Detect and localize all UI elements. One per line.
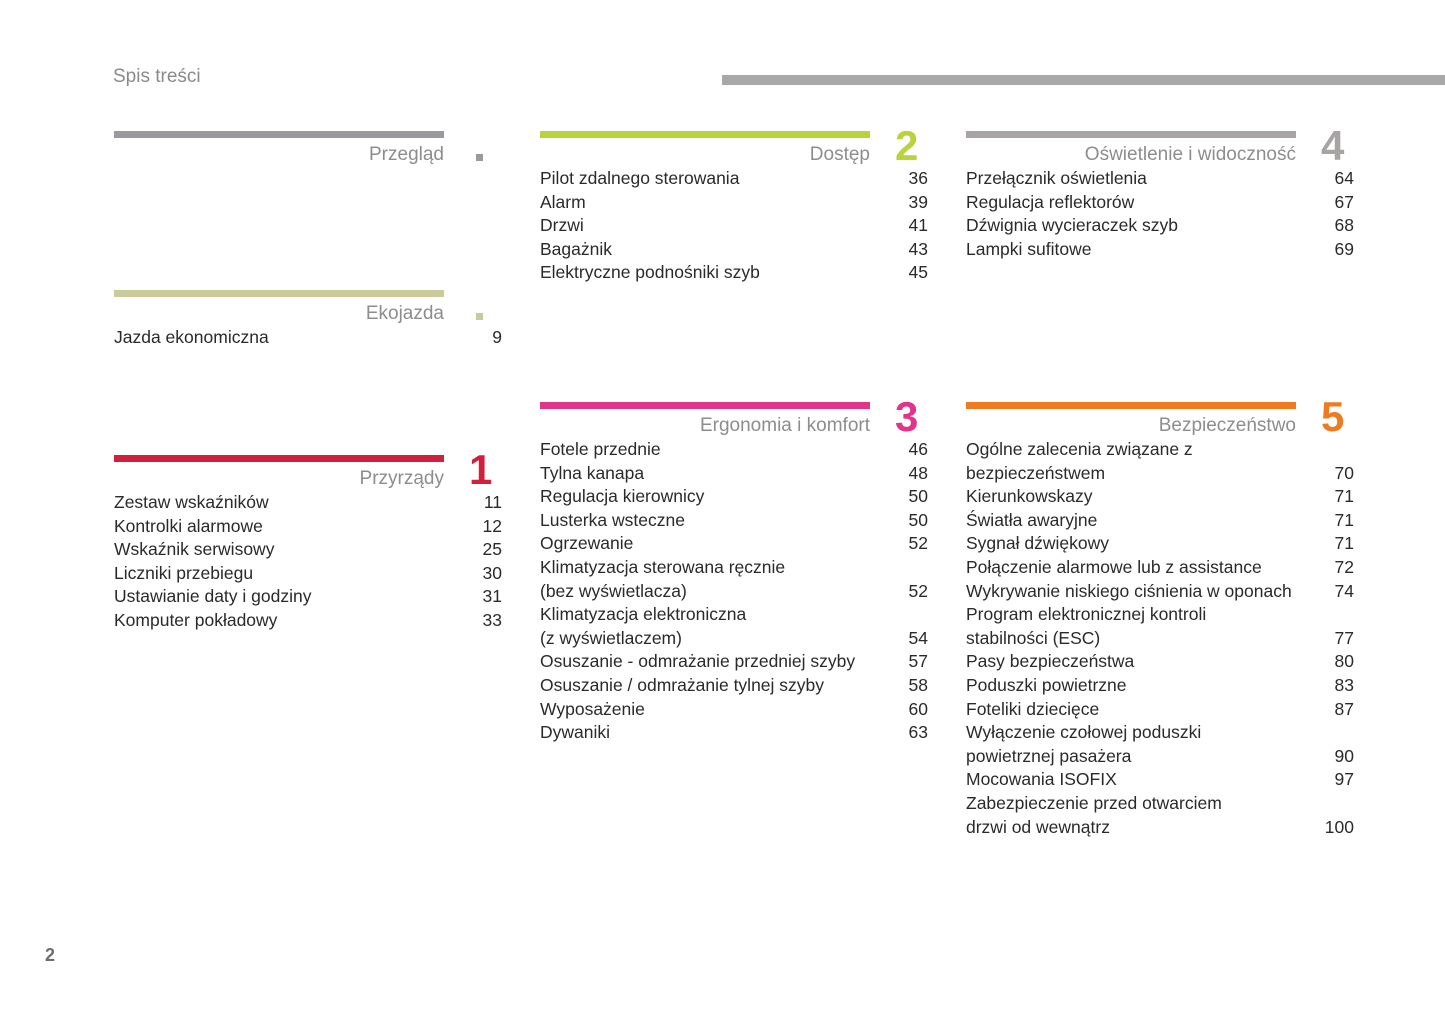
- entry-label: Komputer pokładowy: [114, 609, 278, 630]
- section-bar: [114, 131, 444, 138]
- entry-page-number: 90: [1334, 745, 1354, 766]
- section-title: Ergonomia i komfort: [699, 415, 870, 436]
- section-number: 5: [1321, 393, 1345, 440]
- toc-entry: [966, 698, 1354, 722]
- entry-page-number: 77: [1334, 627, 1354, 648]
- toc-entry: [540, 261, 928, 285]
- entry-label: Połączenie alarmowe lub z assistance: [966, 556, 1262, 577]
- section-number: 4: [1321, 122, 1345, 169]
- entry-label: Mocowania ISOFIX: [966, 769, 1117, 790]
- entry-label: Osuszanie - odmrażanie przedniej szyby: [540, 651, 856, 672]
- entry-page-number: 72: [1334, 556, 1354, 577]
- section-bar: [540, 402, 870, 409]
- entry-page-number: 68: [1334, 215, 1354, 236]
- entry-page-number: 100: [1324, 816, 1354, 837]
- entry-label: Tylna kanapa: [540, 462, 645, 483]
- toc-entry: [540, 191, 928, 215]
- entry-page-number: 11: [483, 492, 502, 512]
- entry-page-number: 97: [1334, 769, 1354, 790]
- entry-page-number: 70: [1334, 462, 1354, 483]
- toc-entry: [114, 491, 502, 515]
- entry-label: Ogrzewanie: [540, 533, 634, 554]
- toc-entry: [540, 485, 928, 509]
- entry-label: Ogólne zalecenia związane z bezpieczeństwem: [966, 439, 1193, 483]
- toc-entry: [540, 603, 928, 650]
- entry-page-number: 58: [908, 674, 928, 695]
- entry-page-number: 80: [1334, 651, 1354, 672]
- entry-label: Kontrolki alarmowe: [114, 515, 263, 536]
- entry-label: Regulacja kierownicy: [540, 486, 705, 507]
- toc-entry: [540, 509, 928, 533]
- toc-entry: [966, 485, 1354, 509]
- entry-label: Liczniki przebiegu: [114, 562, 254, 583]
- entry-label: Alarm: [540, 191, 586, 212]
- entry-page-number: 64: [1334, 168, 1354, 188]
- entry-page-number: 39: [908, 191, 928, 212]
- entry-label: Klimatyzacja elektroniczna (z wyświetlaczem): [540, 604, 747, 648]
- toc-entry: [540, 462, 928, 486]
- entry-page-number: 9: [492, 327, 502, 347]
- entry-label: Osuszanie / odmrażanie tylnej szyby: [540, 674, 825, 695]
- toc-entry: [966, 509, 1354, 533]
- toc-entry: [540, 674, 928, 698]
- entry-label: Jazda ekonomiczna: [114, 327, 269, 347]
- toc-entry: [114, 585, 502, 609]
- toc-entry: [114, 515, 502, 539]
- section-bar: [540, 131, 870, 138]
- section-title: Przegląd: [369, 144, 444, 165]
- entry-label: Wskaźnik serwisowy: [114, 539, 275, 560]
- entry-label: Foteliki dziecięce: [966, 698, 1100, 719]
- entry-label: Klimatyzacja sterowana ręcznie (bez wyświetlacza): [540, 556, 786, 601]
- toc-entry: [966, 214, 1354, 238]
- entry-label: Poduszki powietrzne: [966, 674, 1127, 695]
- entry-page-number: 41: [908, 215, 928, 236]
- entry-list: [966, 167, 1354, 261]
- toc-entry: [966, 603, 1354, 650]
- entry-page-number: 12: [482, 515, 502, 536]
- toc-entry: [966, 438, 1354, 485]
- entry-page-number: 71: [1334, 533, 1354, 554]
- entry-list: [540, 167, 928, 285]
- entry-label: Regulacja reflektorów: [966, 191, 1135, 212]
- entry-label: Fotele przednie: [540, 439, 661, 459]
- entry-label: Przełącznik oświetlenia: [966, 168, 1147, 188]
- toc-entry: [114, 538, 502, 562]
- toc-entry: [540, 532, 928, 556]
- toc-entry: [966, 792, 1354, 839]
- entry-label: Zabezpieczenie przed otwarciem drzwi od wewnątrz: [966, 792, 1222, 837]
- toc-entry: [966, 721, 1354, 768]
- toc-entry: [540, 556, 928, 603]
- section-title: Oświetlenie i widoczność: [1084, 144, 1296, 165]
- entry-page-number: 48: [908, 462, 928, 483]
- section-bar: [114, 290, 444, 297]
- toc-entry: [540, 438, 928, 462]
- section-marker-dot: [476, 313, 483, 320]
- entry-list: [540, 438, 928, 745]
- toc-entry: [966, 580, 1354, 604]
- entry-label: Kierunkowskazy: [966, 486, 1093, 507]
- entry-label: Dźwignia wycieraczek szyb: [966, 215, 1179, 236]
- entry-page-number: 31: [482, 586, 502, 607]
- toc-entry: [966, 556, 1354, 580]
- entry-page-number: 43: [908, 238, 928, 259]
- section-title: Ekojazda: [365, 303, 444, 324]
- entry-page-number: 33: [482, 609, 502, 630]
- entry-page-number: 46: [908, 439, 928, 459]
- toc-entry: [966, 167, 1354, 191]
- section-number: 1: [469, 446, 493, 493]
- entry-label: Elektryczne podnośniki szyb: [540, 262, 760, 283]
- entry-list: [114, 491, 502, 633]
- entry-label: Wyłączenie czołowej poduszki powietrznej pasażera: [966, 722, 1202, 766]
- toc-entry: [540, 721, 928, 745]
- entry-label: Pasy bezpieczeństwa: [966, 651, 1135, 672]
- toc-entry: [966, 532, 1354, 556]
- toc-entry: [540, 238, 928, 262]
- entry-label: Bagażnik: [540, 238, 612, 259]
- entry-label: Światła awaryjne: [966, 509, 1098, 530]
- toc-entry: [966, 674, 1354, 698]
- entry-label: Drzwi: [540, 215, 584, 236]
- entry-list: [966, 438, 1354, 839]
- toc-entry: [966, 768, 1354, 792]
- toc-entry: [114, 326, 502, 350]
- section-bar: [966, 131, 1296, 138]
- entry-label: Wyposażenie: [540, 698, 645, 719]
- entry-label: Program elektronicznej kontroli stabilności (ESC): [966, 604, 1207, 648]
- page-number: 2: [45, 945, 56, 965]
- toc-entry: [966, 650, 1354, 674]
- toc-entry: [114, 562, 502, 586]
- toc-entry: [114, 609, 502, 633]
- entry-label: Zestaw wskaźników: [114, 492, 269, 512]
- entry-page-number: 71: [1334, 486, 1354, 507]
- entry-label: Sygnał dźwiękowy: [966, 533, 1109, 554]
- entry-page-number: 69: [1334, 238, 1354, 259]
- section-number: 2: [895, 122, 919, 169]
- entry-page-number: 71: [1334, 509, 1354, 530]
- section-bar: [966, 402, 1296, 409]
- toc-entry: [540, 214, 928, 238]
- header-bar: [722, 75, 1445, 85]
- entry-page-number: 83: [1334, 674, 1354, 695]
- entry-page-number: 87: [1334, 698, 1354, 719]
- entry-label: Dywaniki: [540, 722, 611, 743]
- section-bar: [114, 455, 444, 462]
- entry-page-number: 50: [908, 486, 928, 507]
- entry-page-number: 63: [908, 722, 928, 743]
- toc-entry: [540, 698, 928, 722]
- entry-label: Pilot zdalnego sterowania: [540, 168, 740, 188]
- entry-label: Lusterka wsteczne: [540, 509, 685, 530]
- entry-page-number: 52: [908, 533, 928, 554]
- entry-page-number: 25: [482, 539, 502, 560]
- section-title: Dostęp: [809, 144, 870, 165]
- entry-label: Ustawianie daty i godziny: [114, 586, 312, 607]
- section-title: Bezpieczeństwo: [1158, 415, 1296, 436]
- entry-page-number: 67: [1334, 191, 1354, 212]
- entry-list: [114, 326, 502, 350]
- toc-entry: [540, 167, 928, 191]
- section-number: 3: [895, 393, 919, 440]
- toc-entry: [966, 191, 1354, 215]
- entry-page-number: 54: [908, 627, 928, 648]
- page-title: Spis treści: [113, 66, 201, 87]
- section-marker-dot: [476, 154, 483, 161]
- section-title: Przyrządy: [359, 468, 444, 489]
- entry-page-number: 45: [908, 262, 928, 283]
- entry-page-number: 30: [482, 562, 502, 583]
- entry-page-number: 57: [908, 651, 928, 672]
- entry-page-number: 60: [908, 698, 928, 719]
- toc-entry: [966, 238, 1354, 262]
- toc-entry: [540, 650, 928, 674]
- entry-page-number: 52: [908, 580, 928, 601]
- entry-page-number: 36: [908, 168, 928, 188]
- entry-label: Lampki sufitowe: [966, 238, 1092, 259]
- entry-page-number: 74: [1334, 580, 1354, 601]
- entry-label: Wykrywanie niskiego ciśnienia w oponach: [966, 580, 1292, 601]
- entry-page-number: 50: [908, 509, 928, 530]
